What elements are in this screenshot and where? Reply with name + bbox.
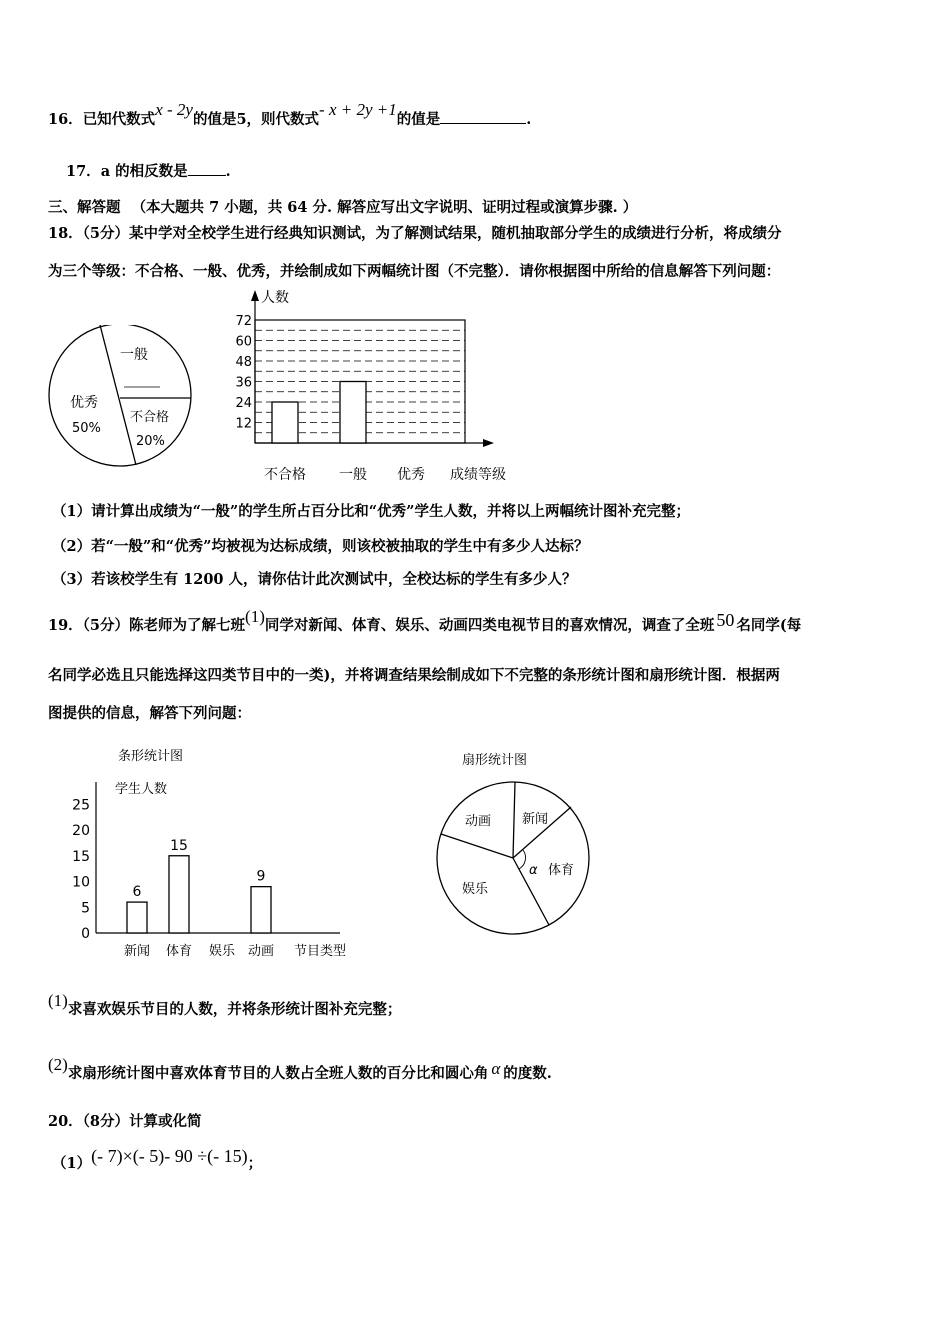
bar-value-label: 9	[256, 868, 266, 885]
q18-sub-2: （2）若“一般”和“优秀”均被视为达标成绩，则该校被抽取的学生中有多少人达标？	[52, 538, 589, 555]
y-tick-label: 12	[235, 416, 252, 432]
alpha-label: α	[529, 863, 538, 878]
x-tick-label: 优秀	[397, 467, 425, 483]
x-axis-label: 成绩等级	[450, 467, 506, 483]
y-tick-label: 20	[72, 823, 90, 839]
question-text: 求扇形统计图中喜欢体育节目的人数占全班人数的百分比和圆心角	[67, 1065, 489, 1082]
pie-value-youxiu: 50%	[72, 421, 101, 436]
q18-bar-chart	[225, 285, 525, 490]
period: .	[526, 111, 532, 128]
question-number: 17．	[66, 163, 101, 180]
question-text: 求喜欢娱乐节目的人数，并将条形统计图补充完整；	[67, 1001, 402, 1018]
y-tick-label: 25	[72, 797, 90, 814]
pie-label-youxiu: 优秀	[70, 395, 98, 411]
question-text: 19．（5分）陈老师为了解七班	[48, 617, 246, 634]
question-text: 的度数.	[503, 1065, 552, 1082]
math-expression: (1)	[245, 607, 265, 626]
bar	[251, 887, 271, 933]
pie-divider-line	[100, 325, 136, 465]
question-text: 的值是5，则代数式	[192, 111, 320, 128]
section-heading	[48, 196, 637, 217]
pie-label-donghua: 动画	[465, 814, 492, 829]
question-19-line-3: 图提供的信息，解答下列问题：	[48, 705, 251, 722]
q18-sub-3: （3）若该校学生有 1200 人，请你估计此次测试中，全校达标的学生有多少人？	[52, 571, 577, 588]
bar	[169, 856, 189, 933]
question-16	[48, 100, 532, 129]
math-expression: (- 7)×(- 5)- 90 ÷(- 15)	[91, 1146, 248, 1166]
x-axis-label: 节目类型	[294, 944, 347, 959]
math-expression: - x + 2y +1	[319, 100, 397, 119]
question-17	[66, 160, 231, 181]
bar	[340, 382, 366, 444]
question-text: 名同学(每	[736, 617, 802, 634]
part-number: （1）	[52, 1155, 92, 1172]
period: .	[225, 163, 231, 180]
question-18-line-1: 18．（5分）某中学对全校学生进行经典知识测试，为了解测试结果，随机抽取部分学生的成绩进行分析，将成绩分	[48, 225, 782, 242]
pie-label-xinwen: 新闻	[522, 812, 549, 827]
answer-blank	[188, 175, 226, 176]
y-tick-label: 10	[72, 874, 90, 891]
pie-divider-line	[441, 834, 513, 858]
bar-value-label: 6	[132, 884, 142, 901]
y-axis-label: 人数	[261, 290, 289, 306]
q19-sub-1	[48, 991, 402, 1019]
bar-value-label: 15	[170, 837, 188, 854]
section-description: （本大题共 7 小题，共 64 分. 解答应写出文字说明、证明过程或演算步骤. ）	[131, 199, 638, 216]
y-axis-label: 学生人数	[115, 782, 168, 797]
x-tick-label: 不合格	[264, 467, 306, 483]
pie-label-tiyu: 体育	[548, 863, 575, 878]
math-expression: x - 2y	[155, 100, 193, 119]
section-title: 三、解答题	[48, 199, 121, 216]
question-text: 同学对新闻、体育、娱乐、动画四类电视节目的喜欢情况，调查了全班	[264, 617, 715, 634]
q19-sub-2	[48, 1055, 552, 1083]
pie-label-buhege: 不合格	[130, 410, 170, 425]
chart-title: 扇形统计图	[462, 753, 528, 768]
y-tick-label: 5	[81, 900, 90, 917]
bar	[272, 402, 298, 443]
q18-sub-1: （1）请计算出成绩为“一般”的学生所占百分比和“优秀”学生人数，并将以上两幅统计图补充完整；	[52, 503, 690, 520]
question-19-line-1	[48, 607, 802, 635]
x-tick-label: 新闻	[123, 944, 151, 959]
y-tick-label: 48	[235, 355, 252, 370]
q20-part-1	[52, 1146, 263, 1173]
pie-value-buhege: 20%	[136, 434, 165, 449]
chart-title: 条形统计图	[118, 749, 184, 764]
y-tick-label: 24	[235, 396, 252, 411]
question-18-line-2: 为三个等级：不合格、一般、优秀，并绘制成如下两幅统计图（不完整）．请你根据图中所给的信息解答下列问题：	[48, 263, 781, 280]
question-20: 20．（8分）计算或化简	[48, 1113, 202, 1130]
math-expression: α	[491, 1059, 501, 1078]
y-axis-arrow	[251, 290, 259, 301]
y-tick-label: 36	[235, 375, 252, 391]
y-tick-label: 60	[235, 334, 252, 350]
question-number: 16．	[48, 111, 83, 128]
y-tick-label: 0	[81, 926, 90, 942]
q19-pie-chart	[425, 745, 615, 950]
x-tick-label: 体育	[165, 944, 193, 959]
math-expression: (1)	[48, 991, 68, 1010]
pie-label-yule: 娱乐	[462, 882, 489, 897]
x-axis-arrow	[483, 439, 494, 447]
pie-label-yiban: 一般	[120, 347, 148, 363]
x-tick-label: 动画	[247, 944, 275, 959]
question-text: 已知代数式	[82, 111, 156, 128]
pie-divider-line	[513, 782, 515, 858]
question-text: 的值是	[396, 111, 441, 128]
answer-blank	[440, 123, 526, 124]
question-19-line-2: 名同学必选且只能选择这四类节目中的一类)，并将调查结果绘制成如下不完整的条形统计图和扇形统计图．根据两	[48, 667, 780, 684]
punctuation: ；	[247, 1155, 263, 1172]
q19-bar-chart	[60, 740, 370, 970]
y-tick-label: 15	[72, 848, 90, 865]
bar	[127, 902, 147, 933]
angle-arc	[519, 850, 526, 869]
math-expression: 50	[716, 610, 735, 630]
q18-pie-chart	[40, 325, 200, 475]
x-tick-label: 一般	[339, 467, 367, 483]
y-tick-label: 72	[235, 314, 252, 329]
x-tick-label: 娱乐	[208, 944, 236, 959]
question-text: a 的相反数是	[100, 163, 188, 180]
math-expression: (2)	[48, 1055, 68, 1074]
